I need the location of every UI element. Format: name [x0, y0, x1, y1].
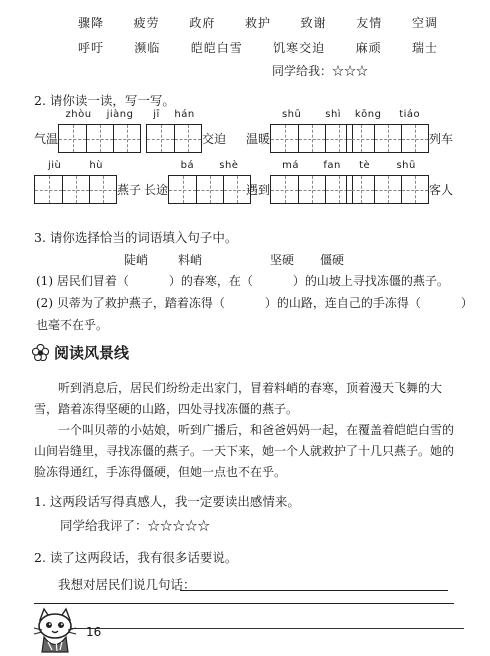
page-number: 16	[86, 625, 102, 639]
pinyin-item-8	[346, 160, 454, 204]
sentence-part: (1) 居民们冒着（	[36, 274, 129, 288]
reading-paragraph-2: 一个叫贝蒂的小姑娘，听到广播后，和爸爸妈妈一起，在覆盖着皑皑白雪的山间岩缝里，寻找冻僵的燕子。一天下来，她一个人就救护了十几只燕子。她的脸冻得通红，手冻得僵硬，但她一点也不在乎。	[34, 423, 455, 479]
writing-box[interactable]	[196, 176, 223, 203]
section-title: 阅读风景线	[54, 344, 130, 362]
reading-question-1: 1. 这两段话写得真感人，我一定要读出感情来。	[34, 494, 300, 509]
pinyin-item-7	[246, 160, 353, 204]
question-2-title: 2. 请你读一读，写一写。	[34, 93, 175, 108]
writing-box[interactable]	[35, 176, 62, 203]
peer-rating-reading: 同学给我评了：☆☆☆☆☆	[60, 518, 211, 533]
word-item: 友情	[356, 16, 383, 30]
pinyin-item-2	[146, 109, 227, 153]
pinyin-item-5	[34, 160, 142, 204]
sentence-part: (2) 贝蒂为了救护燕子，踏着冻得（	[36, 296, 225, 310]
word-item: 疲劳	[133, 16, 160, 30]
choice-word: 陡峭	[124, 253, 149, 267]
word-list-row-1	[78, 14, 438, 31]
writing-box[interactable]	[298, 125, 325, 152]
cat-mascot-icon	[30, 606, 80, 654]
flower-icon	[32, 344, 49, 361]
writing-box[interactable]	[86, 125, 113, 152]
choice-word: 料峭	[178, 253, 203, 267]
word-item: 皑皑白雪	[190, 41, 243, 55]
word-item: 骤降	[78, 16, 105, 30]
pinyin-syllable: bá	[180, 160, 195, 171]
answer-prompt: 我想对居民们说几句话：	[58, 577, 196, 592]
reading-paragraph-1: 听到消息后，居民们纷纷走出家门，冒着料峭的春寒，顶着漫天飞舞的大雪，踏着冻得坚硬的山路，四处寻找冻僵的燕子。	[34, 381, 443, 416]
choice-word: 坚硬	[270, 253, 295, 267]
writing-box[interactable]	[62, 176, 89, 203]
writing-box[interactable]	[174, 125, 201, 152]
writing-box[interactable]	[374, 125, 401, 152]
sentence-part: ）的春寒，在（	[168, 274, 253, 288]
writing-box[interactable]	[271, 125, 298, 152]
word-item: 空调	[411, 16, 438, 30]
answer-line-1[interactable]	[180, 590, 448, 591]
word-item: 呼吁	[78, 41, 105, 55]
pinyin-item-6	[144, 160, 251, 204]
sentence-part: ）的山路，连自己的手冻得（	[264, 296, 421, 310]
writing-box[interactable]	[347, 176, 374, 203]
item-prefix: 长途	[144, 183, 169, 197]
writing-box[interactable]	[89, 176, 116, 203]
pinyin-syllable: jiàng	[106, 109, 134, 120]
writing-box[interactable]	[401, 125, 428, 152]
writing-box[interactable]	[374, 176, 401, 203]
writing-box[interactable]	[113, 125, 140, 152]
pinyin-syllable: shè	[219, 160, 239, 171]
pinyin-syllable: tè	[359, 160, 371, 171]
pinyin-syllable: hù	[89, 160, 104, 171]
item-prefix: 气温	[34, 132, 59, 146]
word-item: 麻顽	[355, 41, 382, 55]
pinyin-syllable: shì	[325, 109, 342, 120]
word-item: 致谢	[300, 16, 327, 30]
word-item: 政府	[189, 16, 216, 30]
writing-box[interactable]	[298, 176, 325, 203]
pinyin-syllable: tiáo	[399, 109, 421, 120]
sentence-2-continued: 也毫不在乎。	[36, 318, 109, 332]
peer-rating-top: 同学给我：☆☆☆	[272, 64, 369, 78]
item-suffix: 交迫	[202, 132, 227, 146]
sentence-part: ）	[460, 296, 473, 310]
pinyin-syllable: jī	[153, 109, 160, 120]
writing-box[interactable]	[271, 176, 298, 203]
pinyin-syllable: shū	[281, 109, 302, 120]
pinyin-syllable: fan	[323, 160, 341, 171]
writing-box[interactable]	[169, 176, 196, 203]
question-3-title: 3. 请你选择恰当的词语填入句子中。	[34, 230, 238, 245]
pinyin-syllable: zhòu	[65, 109, 92, 120]
sentence-part: ）的山坡上寻找冻僵的燕子。	[292, 274, 449, 288]
pinyin-syllable: shū	[396, 160, 416, 171]
pinyin-item-4	[346, 109, 454, 153]
sentence-1	[36, 272, 449, 289]
writing-box[interactable]	[347, 125, 374, 152]
reading-question-2: 2. 读了这两段话，我有很多话要说。	[34, 550, 238, 565]
word-item: 濒临	[134, 41, 161, 55]
item-suffix: 客人	[429, 183, 454, 197]
pinyin-syllable: má	[282, 160, 300, 171]
item-suffix: 燕子	[117, 183, 142, 197]
item-prefix: 遇到	[246, 183, 271, 197]
pinyin-syllable: kōng	[354, 109, 382, 120]
writing-box[interactable]	[147, 125, 174, 152]
choice-word: 僵硬	[320, 253, 345, 267]
answer-line-2[interactable]	[34, 603, 454, 604]
pinyin-item-1	[34, 109, 141, 153]
sentence-2	[36, 294, 473, 311]
item-prefix: 温暖	[246, 132, 271, 146]
pinyin-item-3	[246, 109, 353, 153]
word-item: 饥寒交迫	[273, 41, 326, 55]
writing-box[interactable]	[401, 176, 428, 203]
pinyin-syllable: jiù	[47, 160, 62, 171]
item-suffix: 列车	[429, 132, 454, 146]
word-list-row-2	[78, 39, 438, 56]
reading-section-header	[32, 342, 129, 363]
word-item: 救护	[244, 16, 271, 30]
footer-rule	[44, 628, 464, 629]
pinyin-syllable: hán	[174, 109, 195, 120]
word-item: 瑞士	[411, 41, 438, 55]
writing-box[interactable]	[59, 125, 86, 152]
